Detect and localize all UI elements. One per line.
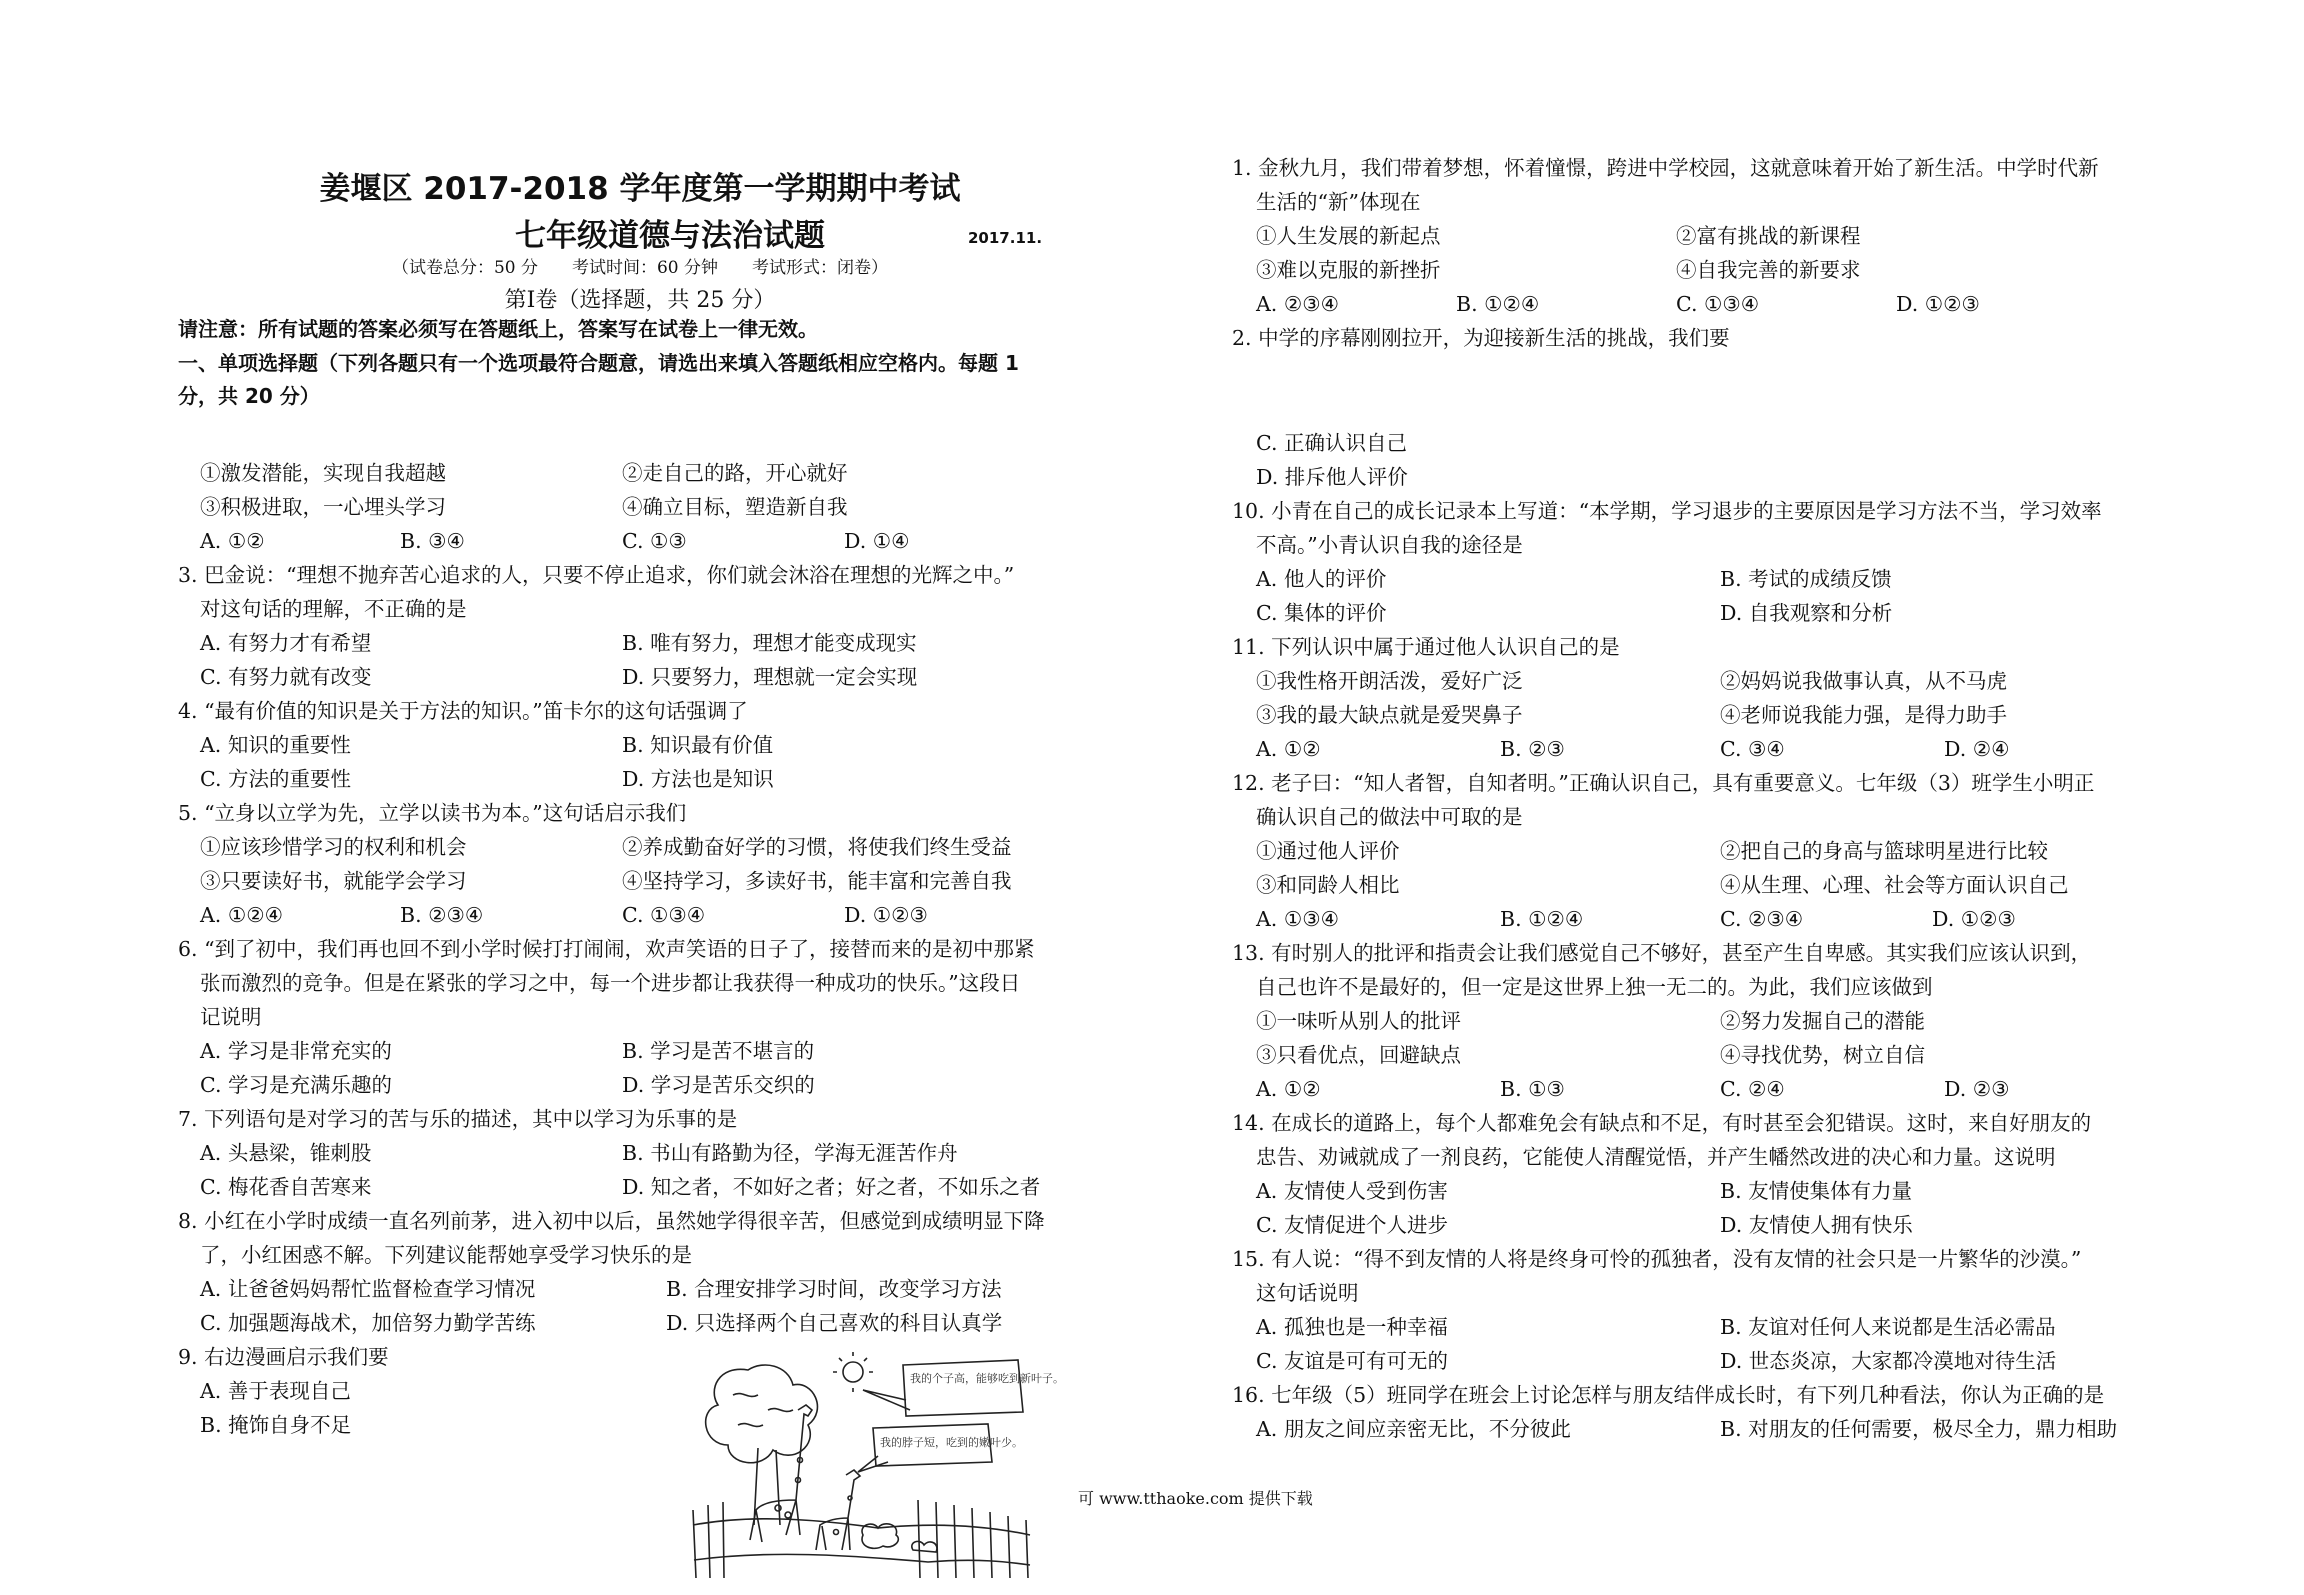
question-stem: 9. 右边漫画启示我们要 <box>178 1345 389 1369</box>
question-stem: 忠告、劝诫就成了一剂良药，它能使人清醒觉悟，并产生幡然改进的决心和力量。这说明 <box>1256 1145 2056 1169</box>
question-stem: 不高。”小青认识自我的途径是 <box>1256 533 1523 557</box>
answer-choice: B. ②③④ <box>400 903 484 927</box>
option: ②努力发掘自己的潜能 <box>1720 1009 1925 1033</box>
question-stem: 确认识自己的做法中可取的是 <box>1256 805 1523 829</box>
answer-choice: D. 排斥他人评价 <box>1256 465 1408 489</box>
question-stem: 12. 老子曰：“知人者智，自知者明。”正确认识自己，具有重要意义。七年级（3）班学生小明正 <box>1232 771 2095 795</box>
question-stem: 16. 七年级（5）班同学在班会上讨论怎样与朋友结伴成长时，有下列几种看法，你认为正确的是 <box>1232 1383 2105 1407</box>
option: ①一味听从别人的批评 <box>1256 1009 1461 1033</box>
question-stem: 13. 有时别人的批评和指责会让我们感觉自己不够好，甚至产生自卑感。其实我们应该认识到， <box>1232 941 2092 965</box>
question-stem: 3. 巴金说：“理想不抛弃苦心追求的人，只要不停止追求，你们就会沐浴在理想的光辉之中。” <box>178 563 1015 587</box>
answer-choice: B. 学习是苦不堪言的 <box>622 1039 815 1063</box>
answer-choice: D. 世态炎凉，大家都冷漠地对待生活 <box>1720 1349 2057 1373</box>
answer-choice: A. ①②④ <box>200 903 283 927</box>
option: ②把自己的身高与篮球明星进行比较 <box>1720 839 2048 863</box>
answer-choice: C. ①③ <box>622 529 687 553</box>
answer-choice: B. 唯有努力，理想才能变成现实 <box>622 631 917 655</box>
option: ③积极进取，一心埋头学习 <box>200 495 446 519</box>
answer-choice: A. ②③④ <box>1256 292 1339 316</box>
answer-choice: B. 书山有路勤为径，学海无涯苦作舟 <box>622 1141 958 1165</box>
exam-date: 2017.11. <box>968 229 1043 247</box>
answer-choice: C. ③④ <box>1720 737 1785 761</box>
option: ③难以克服的新挫折 <box>1256 258 1441 282</box>
answer-choice: A. 有努力才有希望 <box>200 631 372 655</box>
answer-choice: A. ①② <box>200 529 265 553</box>
option: ④老师说我能力强，是得力助手 <box>1720 703 2007 727</box>
answer-choice: B. 对朋友的任何需要，极尽全力，鼎力相助 <box>1720 1417 2118 1441</box>
answer-choice: B. ①②④ <box>1500 907 1584 931</box>
answer-choice: A. 头悬梁，锥刺股 <box>200 1141 372 1165</box>
answer-choice: B. ①③ <box>1500 1077 1565 1101</box>
answer-choice: A. 让爸爸妈妈帮忙监督检查学习情况 <box>200 1277 536 1301</box>
option: ②走自己的路，开心就好 <box>622 461 848 485</box>
volume-heading: 第Ⅰ卷（选择题，共 25 分） <box>504 288 776 313</box>
option: ②养成勤奋好学的习惯，将使我们终生受益 <box>622 835 1012 859</box>
question-stem: 6. “到了初中，我们再也回不到小学时候打打闹闹，欢声笑语的日子了，接替而来的是初中那紧 <box>178 937 1035 961</box>
answer-choice: B. 合理安排学习时间，改变学习方法 <box>666 1277 1002 1301</box>
question-stem: 15. 有人说：“得不到友情的人将是终身可怜的孤独者，没有友情的社会只是一片繁华的沙漠。” <box>1232 1247 2082 1271</box>
question-stem: 4. “最有价值的知识是关于方法的知识。”笛卡尔的这句话强调了 <box>178 699 748 723</box>
option: ①激发潜能，实现自我超越 <box>200 461 446 485</box>
answer-choice: C. 友情促进个人进步 <box>1256 1213 1448 1237</box>
answer-choice: D. 只选择两个自己喜欢的科目认真学 <box>666 1311 1003 1335</box>
question-stem: 5. “立身以立学为先，立学以读书为本。”这句话启示我们 <box>178 801 687 825</box>
answer-choice: C. 有努力就有改变 <box>200 665 372 689</box>
option: ①人生发展的新起点 <box>1256 224 1441 248</box>
exam-info: （试卷总分：50 分 考试时间：60 分钟 考试形式：闭卷） <box>391 258 889 278</box>
exam-title: 姜堰区 2017-2018 学年度第一学期期中考试 <box>319 171 961 207</box>
section-title-cont: 分，共 20 分） <box>178 384 320 408</box>
answer-choice: C. 方法的重要性 <box>200 767 351 791</box>
option: ①通过他人评价 <box>1256 839 1400 863</box>
answer-choice: A. 朋友之间应亲密无比，不分彼此 <box>1256 1417 1571 1441</box>
answer-choice: D. 知之者，不如好之者；好之者，不如乐之者 <box>622 1175 1041 1199</box>
answer-choice: A. 善于表现自己 <box>200 1379 351 1403</box>
option: ①应该珍惜学习的权利和机会 <box>200 835 467 859</box>
answer-choice: D. ①④ <box>844 529 910 553</box>
answer-choice: D. ①②③ <box>844 903 928 927</box>
footer-source: 可 www.tthaoke.com 提供下载 <box>1078 1489 1313 1508</box>
option: ④确立目标，塑造新自我 <box>622 495 848 519</box>
cartoon-bubble-1: 我的个子高，能够吃到新叶子。 <box>910 1372 1064 1385</box>
answer-choice: D. 学习是苦乐交织的 <box>622 1073 815 1097</box>
question-stem: 7. 下列语句是对学习的苦与乐的描述，其中以学习为乐事的是 <box>178 1107 738 1131</box>
answer-choice: A. 知识的重要性 <box>200 733 351 757</box>
answer-choice: D. ①②③ <box>1932 907 2016 931</box>
answer-choice: B. ②③ <box>1500 737 1565 761</box>
cartoon-bubble-2: 我的脖子短，吃到的嫩叶少。 <box>880 1436 1023 1449</box>
answer-choice: C. 正确认识自己 <box>1256 431 1407 455</box>
answer-choice: C. 梅花香自苦寒来 <box>200 1175 372 1199</box>
option: ②妈妈说我做事认真，从不马虎 <box>1720 669 2007 693</box>
question-stem: 2. 中学的序幕刚刚拉开，为迎接新生活的挑战，我们要 <box>1232 326 1730 350</box>
option: ④从生理、心理、社会等方面认识自己 <box>1720 873 2069 897</box>
option: ③只要读好书，就能学会学习 <box>200 869 467 893</box>
answer-choice: A. 友情使人受到伤害 <box>1256 1179 1448 1203</box>
question-stem: 自己也许不是最好的，但一定是这世界上独一无二的。为此，我们应该做到 <box>1256 975 1933 999</box>
question-stem: 1. 金秋九月，我们带着梦想，怀着憧憬，跨进中学校园，这就意味着开始了新生活。中学时代新 <box>1232 156 2099 180</box>
section-title: 一、单项选择题（下列各题只有一个选项最符合题意，请选出来填入答题纸相应空格内。每题 1 <box>178 351 1019 375</box>
option: ①我性格开朗活泼，爱好广泛 <box>1256 669 1523 693</box>
answer-choice: C. 学习是充满乐趣的 <box>200 1073 392 1097</box>
question-stem: 10. 小青在自己的成长记录本上写道：“本学期，学习退步的主要原因是学习方法不当，学习效率 <box>1232 499 2102 523</box>
cartoon-illustration <box>688 1350 1064 1580</box>
option: ②富有挑战的新课程 <box>1676 224 1861 248</box>
exam-subtitle: 七年级道德与法治试题 <box>515 218 825 254</box>
question-stem: 这句话说明 <box>1256 1281 1359 1305</box>
answer-choice: A. ①③④ <box>1256 907 1339 931</box>
answer-choice: C. ②③④ <box>1720 907 1804 931</box>
answer-choice: C. 集体的评价 <box>1256 601 1387 625</box>
answer-choice: B. 知识最有价值 <box>622 733 774 757</box>
answer-choice: D. ②④ <box>1944 737 2010 761</box>
question-stem: 记说明 <box>200 1005 262 1029</box>
question-stem: 张而激烈的竞争。但是在紧张的学习之中，每一个进步都让我获得一种成功的快乐。”这段日 <box>200 971 1021 995</box>
answer-choice: D. ①②③ <box>1896 292 1980 316</box>
question-stem: 14. 在成长的道路上，每个人都难免会有缺点和不足，有时甚至会犯错误。这时，来自好朋友的 <box>1232 1111 2092 1135</box>
answer-choice: A. 学习是非常充实的 <box>200 1039 392 1063</box>
question-stem: 生活的“新”体现在 <box>1256 190 1421 214</box>
answer-choice: C. ①③④ <box>1676 292 1760 316</box>
answer-choice: B. 考试的成绩反馈 <box>1720 567 1892 591</box>
answer-choice: D. 友情使人拥有快乐 <box>1720 1213 1913 1237</box>
answer-choice: B. 友情使集体有力量 <box>1720 1179 1913 1203</box>
answer-choice: A. 他人的评价 <box>1256 567 1387 591</box>
answer-choice: B. ③④ <box>400 529 465 553</box>
answer-choice: D. 自我观察和分析 <box>1720 601 1893 625</box>
answer-choice: B. ①②④ <box>1456 292 1540 316</box>
option: ④自我完善的新要求 <box>1676 258 1861 282</box>
answer-choice: B. 掩饰自身不足 <box>200 1413 352 1437</box>
question-stem: 对这句话的理解，不正确的是 <box>200 597 467 621</box>
answer-choice: D. 方法也是知识 <box>622 767 774 791</box>
question-stem: 8. 小红在小学时成绩一直名列前茅，进入初中以后，虽然她学得很辛苦，但感觉到成绩明显下降 <box>178 1209 1045 1233</box>
option: ③只看优点，回避缺点 <box>1256 1043 1461 1067</box>
question-stem: 11. 下列认识中属于通过他人认识自己的是 <box>1232 635 1620 659</box>
option: ③和同龄人相比 <box>1256 873 1400 897</box>
option: ④寻找优势，树立自信 <box>1720 1043 1925 1067</box>
answer-choice: A. 孤独也是一种幸福 <box>1256 1315 1448 1339</box>
question-stem: 了，小红困惑不解。下列建议能帮她享受学习快乐的是 <box>200 1243 692 1267</box>
option: ③我的最大缺点就是爱哭鼻子 <box>1256 703 1523 727</box>
answer-choice: C. ②④ <box>1720 1077 1785 1101</box>
notice: 请注意：所有试题的答案必须写在答题纸上，答案写在试卷上一律无效。 <box>178 317 818 341</box>
answer-choice: B. 友谊对任何人来说都是生活必需品 <box>1720 1315 2056 1339</box>
answer-choice: D. 只要努力，理想就一定会实现 <box>622 665 918 689</box>
answer-choice: C. 加强题海战术，加倍努力勤学苦练 <box>200 1311 536 1335</box>
answer-choice: C. 友谊是可有可无的 <box>1256 1349 1448 1373</box>
answer-choice: A. ①② <box>1256 1077 1321 1101</box>
answer-choice: C. ①③④ <box>622 903 706 927</box>
answer-choice: D. ②③ <box>1944 1077 2010 1101</box>
option: ④坚持学习，多读好书，能丰富和完善自我 <box>622 869 1012 893</box>
answer-choice: A. ①② <box>1256 737 1321 761</box>
